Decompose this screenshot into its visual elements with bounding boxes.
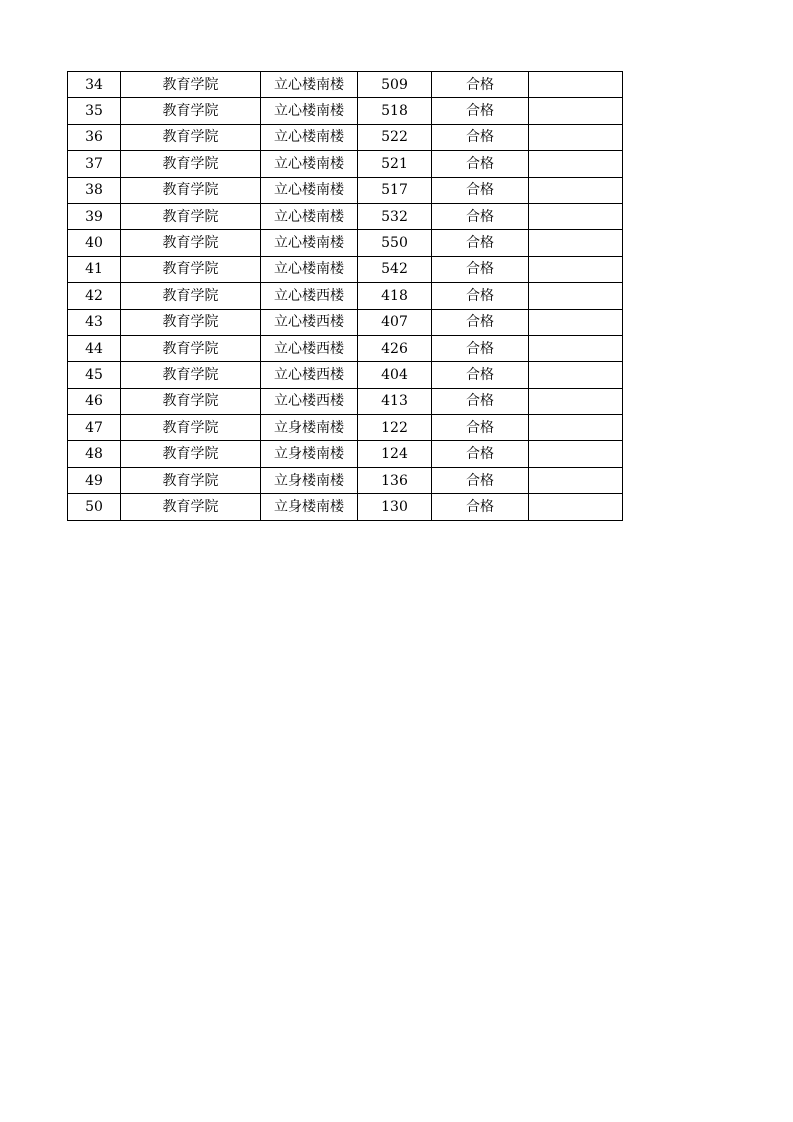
row-number-cell: 37 xyxy=(68,151,121,177)
table-row xyxy=(68,230,623,256)
college-cell: 教育学院 xyxy=(121,388,261,414)
remarks-cell xyxy=(529,388,623,414)
result-cell: 合格 xyxy=(432,203,529,229)
building-cell: 立心楼西楼 xyxy=(261,388,358,414)
remarks-cell xyxy=(529,98,623,124)
result-cell: 合格 xyxy=(432,72,529,98)
room-number-cell: 136 xyxy=(358,467,432,493)
result-cell: 合格 xyxy=(432,415,529,441)
room-number-cell: 517 xyxy=(358,177,432,203)
college-cell: 教育学院 xyxy=(121,124,261,150)
table-row xyxy=(68,203,623,229)
row-number-cell: 49 xyxy=(68,467,121,493)
table-row xyxy=(68,388,623,414)
table-row xyxy=(68,177,623,203)
room-number-cell: 407 xyxy=(358,309,432,335)
result-cell: 合格 xyxy=(432,335,529,361)
table-row xyxy=(68,309,623,335)
table-row xyxy=(68,151,623,177)
building-cell: 立心楼南楼 xyxy=(261,177,358,203)
remarks-cell xyxy=(529,177,623,203)
row-number-cell: 39 xyxy=(68,203,121,229)
result-cell: 合格 xyxy=(432,283,529,309)
row-number-cell: 35 xyxy=(68,98,121,124)
row-number-cell: 41 xyxy=(68,256,121,282)
row-number-cell: 42 xyxy=(68,283,121,309)
college-cell: 教育学院 xyxy=(121,362,261,388)
college-cell: 教育学院 xyxy=(121,415,261,441)
building-cell: 立心楼西楼 xyxy=(261,283,358,309)
college-cell: 教育学院 xyxy=(121,467,261,493)
remarks-cell xyxy=(529,283,623,309)
result-cell: 合格 xyxy=(432,177,529,203)
remarks-cell xyxy=(529,124,623,150)
table-row xyxy=(68,335,623,361)
table-row xyxy=(68,494,623,520)
remarks-cell xyxy=(529,415,623,441)
result-cell: 合格 xyxy=(432,441,529,467)
college-cell: 教育学院 xyxy=(121,72,261,98)
remarks-cell xyxy=(529,309,623,335)
building-cell: 立心楼南楼 xyxy=(261,124,358,150)
building-cell: 立心楼南楼 xyxy=(261,151,358,177)
table-row xyxy=(68,283,623,309)
room-number-cell: 550 xyxy=(358,230,432,256)
result-cell: 合格 xyxy=(432,256,529,282)
table-row xyxy=(68,98,623,124)
table-row xyxy=(68,415,623,441)
building-cell: 立心楼南楼 xyxy=(261,203,358,229)
room-number-cell: 122 xyxy=(358,415,432,441)
building-cell: 立心楼南楼 xyxy=(261,230,358,256)
college-cell: 教育学院 xyxy=(121,441,261,467)
table-row xyxy=(68,256,623,282)
room-number-cell: 509 xyxy=(358,72,432,98)
row-number-cell: 50 xyxy=(68,494,121,520)
inspection-table xyxy=(67,71,623,521)
result-cell: 合格 xyxy=(432,388,529,414)
table-body xyxy=(68,72,623,521)
building-cell: 立心楼南楼 xyxy=(261,72,358,98)
building-cell: 立心楼西楼 xyxy=(261,335,358,361)
row-number-cell: 48 xyxy=(68,441,121,467)
remarks-cell xyxy=(529,230,623,256)
college-cell: 教育学院 xyxy=(121,98,261,124)
college-cell: 教育学院 xyxy=(121,309,261,335)
room-number-cell: 542 xyxy=(358,256,432,282)
building-cell: 立心楼西楼 xyxy=(261,309,358,335)
building-cell: 立心楼南楼 xyxy=(261,98,358,124)
row-number-cell: 38 xyxy=(68,177,121,203)
room-number-cell: 130 xyxy=(358,494,432,520)
table-row xyxy=(68,467,623,493)
result-cell: 合格 xyxy=(432,362,529,388)
row-number-cell: 34 xyxy=(68,72,121,98)
room-number-cell: 518 xyxy=(358,98,432,124)
college-cell: 教育学院 xyxy=(121,177,261,203)
college-cell: 教育学院 xyxy=(121,494,261,520)
row-number-cell: 36 xyxy=(68,124,121,150)
room-number-cell: 404 xyxy=(358,362,432,388)
room-number-cell: 522 xyxy=(358,124,432,150)
result-cell: 合格 xyxy=(432,230,529,256)
remarks-cell xyxy=(529,72,623,98)
remarks-cell xyxy=(529,362,623,388)
college-cell: 教育学院 xyxy=(121,230,261,256)
row-number-cell: 40 xyxy=(68,230,121,256)
remarks-cell xyxy=(529,151,623,177)
college-cell: 教育学院 xyxy=(121,151,261,177)
result-cell: 合格 xyxy=(432,124,529,150)
result-cell: 合格 xyxy=(432,151,529,177)
result-cell: 合格 xyxy=(432,309,529,335)
college-cell: 教育学院 xyxy=(121,256,261,282)
room-number-cell: 426 xyxy=(358,335,432,361)
remarks-cell xyxy=(529,441,623,467)
result-cell: 合格 xyxy=(432,98,529,124)
room-number-cell: 124 xyxy=(358,441,432,467)
row-number-cell: 46 xyxy=(68,388,121,414)
row-number-cell: 43 xyxy=(68,309,121,335)
result-cell: 合格 xyxy=(432,494,529,520)
building-cell: 立心楼西楼 xyxy=(261,362,358,388)
room-number-cell: 413 xyxy=(358,388,432,414)
room-number-cell: 521 xyxy=(358,151,432,177)
row-number-cell: 44 xyxy=(68,335,121,361)
row-number-cell: 45 xyxy=(68,362,121,388)
remarks-cell xyxy=(529,467,623,493)
building-cell: 立心楼南楼 xyxy=(261,256,358,282)
room-number-cell: 418 xyxy=(358,283,432,309)
building-cell: 立身楼南楼 xyxy=(261,441,358,467)
row-number-cell: 47 xyxy=(68,415,121,441)
remarks-cell xyxy=(529,256,623,282)
table-row xyxy=(68,441,623,467)
table-row xyxy=(68,72,623,98)
building-cell: 立身楼南楼 xyxy=(261,415,358,441)
table-row xyxy=(68,124,623,150)
remarks-cell xyxy=(529,494,623,520)
table-row xyxy=(68,362,623,388)
remarks-cell xyxy=(529,335,623,361)
college-cell: 教育学院 xyxy=(121,283,261,309)
room-number-cell: 532 xyxy=(358,203,432,229)
college-cell: 教育学院 xyxy=(121,335,261,361)
building-cell: 立身楼南楼 xyxy=(261,494,358,520)
remarks-cell xyxy=(529,203,623,229)
result-cell: 合格 xyxy=(432,467,529,493)
college-cell: 教育学院 xyxy=(121,203,261,229)
building-cell: 立身楼南楼 xyxy=(261,467,358,493)
